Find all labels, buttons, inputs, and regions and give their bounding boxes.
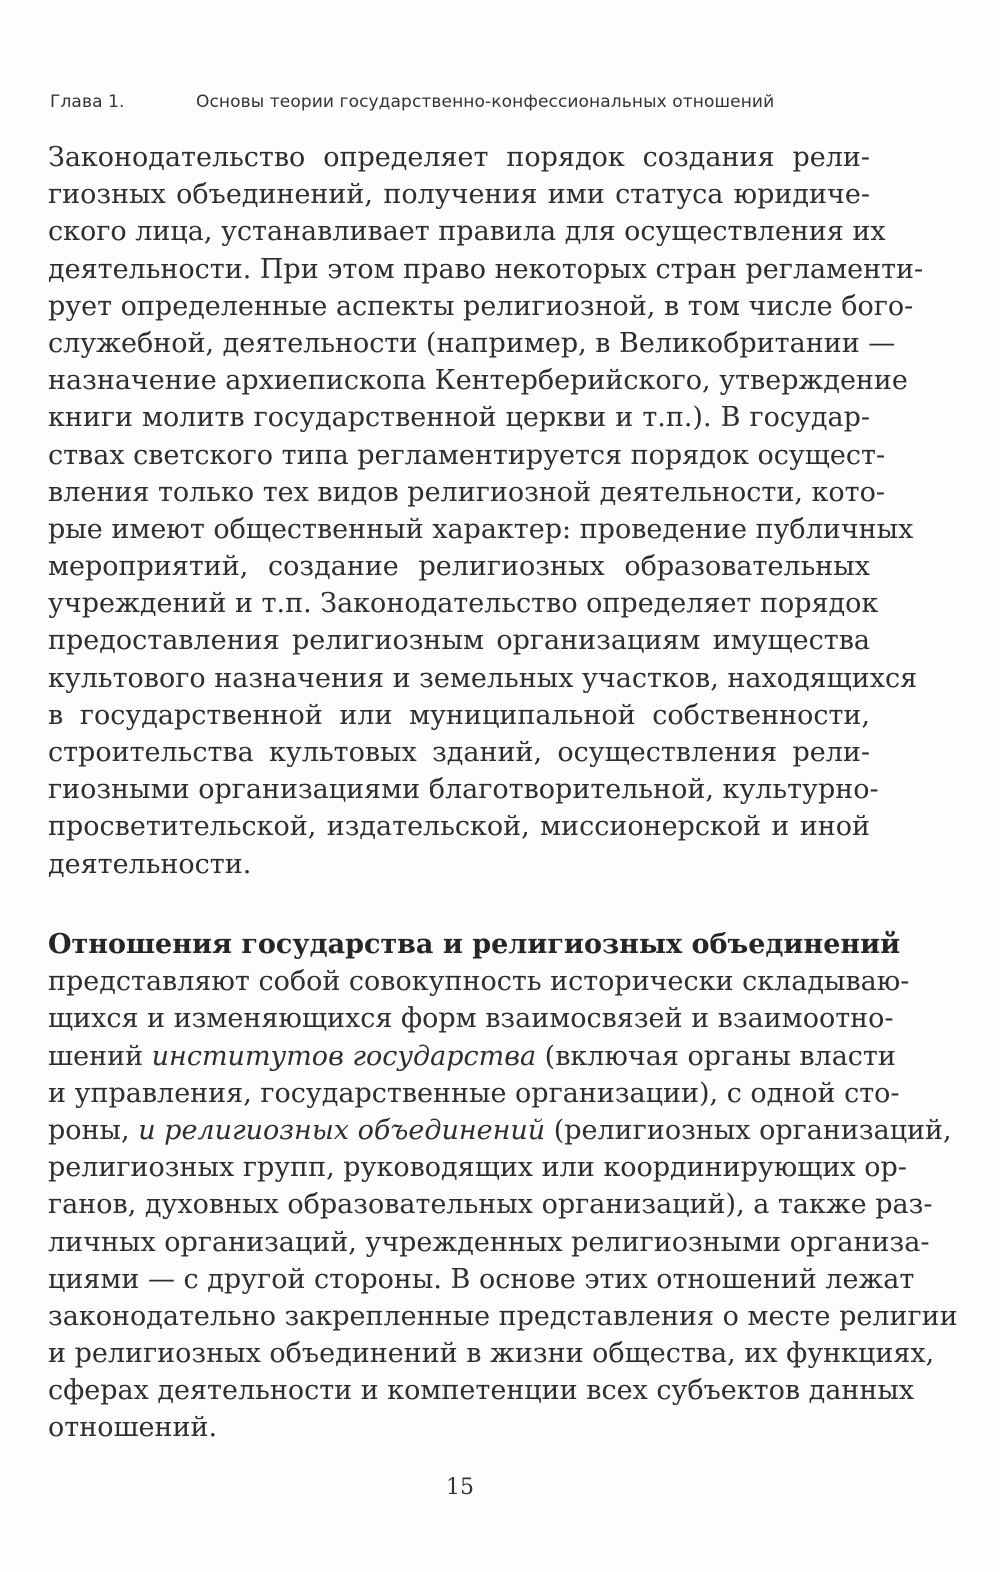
text-line: книги молитв государственной церкви и т.п.). В государ- xyxy=(48,402,870,434)
defined-term: Отношения государства и религиозных объединений xyxy=(48,929,901,960)
text-line: гиозными организациями благотворительной, культурно- xyxy=(48,774,879,806)
text-line xyxy=(48,1112,952,1149)
text-line: ствах светского типа регламентируется порядок осущест- xyxy=(48,439,886,471)
text-line: гиозных объединений, получения ими статуса юридиче- xyxy=(48,179,870,211)
chapter-label: Глава 1. xyxy=(50,92,125,112)
text-line: учреждений и т.п. Законодательство определяет порядок xyxy=(48,588,879,620)
text-line: щихся и изменяющихся форм взаимосвязей и взаимоотно- xyxy=(48,1003,894,1035)
text-line: личных организаций, учрежденных религиозными организа- xyxy=(48,1226,930,1258)
text-line: в государственной или муниципальной собственности, xyxy=(48,699,870,731)
text-line: ганов, духовных образовательных организаций), а также раз- xyxy=(48,1189,933,1221)
chapter-title: Основы теории государственно-конфессиональных отношений xyxy=(196,92,775,112)
text-line: представляют собой совокупность исторически складываю- xyxy=(48,966,910,998)
text-line: строительства культовых зданий, осуществления рели- xyxy=(48,737,870,768)
text-line: ского лица, устанавливает правила для осуществления их xyxy=(48,216,886,248)
text-line: рые имеют общественный характер: проведение публичных xyxy=(48,513,914,545)
text-line: мероприятий, создание религиозных образовательных xyxy=(48,551,870,583)
text-run: шений xyxy=(48,1040,152,1072)
text-run: (включая органы власти xyxy=(536,1040,896,1072)
running-head xyxy=(50,92,880,112)
text-line: рует определенные аспекты религиозной, в том числе бого- xyxy=(48,290,914,322)
text-line: предоставления религиозным организациям имущества xyxy=(48,625,870,657)
text-line: деятельности. При этом право некоторых стран регламенти- xyxy=(48,253,924,285)
text-line: просветительской, издательской, миссионерской и иной xyxy=(48,811,870,843)
text-line: религиозных групп, руководящих или координирующих ор- xyxy=(48,1152,907,1184)
paragraph-state-religion-relations xyxy=(48,926,958,1447)
text-line: деятельности. xyxy=(48,848,252,880)
text-line: отношений. xyxy=(48,1412,218,1444)
italic-term: институтов государства xyxy=(151,1040,537,1072)
text-line: Законодательство определяет порядок создания рели- xyxy=(48,142,870,173)
text-line: служебной, деятельности (например, в Великобритании — xyxy=(48,327,896,359)
text-line: циями — с другой стороны. В основе этих отношений лежат xyxy=(48,1263,915,1295)
text-line xyxy=(48,1038,896,1075)
italic-term: и религиозных объединений xyxy=(138,1114,546,1146)
text-line: и управления, государственные организации), с одной сто- xyxy=(48,1077,900,1109)
text-line: культового назначения и земельных участков, находящихся xyxy=(48,662,918,694)
text-line: вления только тех видов религиозной деятельности, кото- xyxy=(48,476,885,508)
text-run: (религиозных организаций, xyxy=(545,1114,952,1146)
paragraph-legislation xyxy=(48,139,924,883)
text-line: сферах деятельности и компетенции всех субъектов данных xyxy=(48,1375,915,1407)
text-line: и религиозных объединений в жизни общества, их функциях, xyxy=(48,1338,935,1370)
text-line: назначение архиепископа Кентерберийского, утверждение xyxy=(48,365,908,397)
text-line: законодательно закрепленные представления о месте религии xyxy=(48,1300,958,1332)
text-run: роны, xyxy=(48,1114,139,1146)
page-number: 15 xyxy=(446,1475,474,1500)
